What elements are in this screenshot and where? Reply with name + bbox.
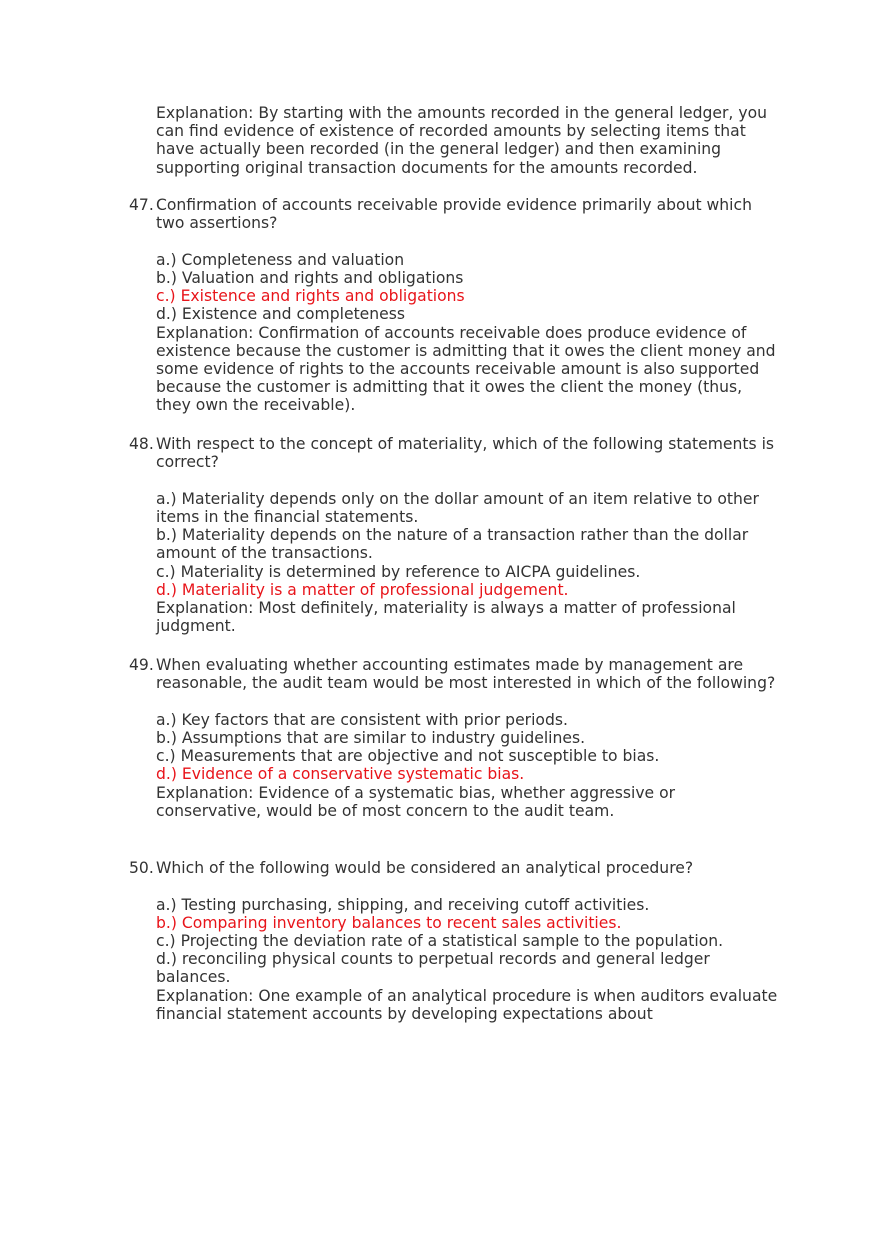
explanation-text: Explanation: Confirmation of accounts receivable does produce evidence of existence because the customer is admitting that it owes the client money and some evidence of rights to the accounts receivable amount is also supported because the customer is admitting that it owes the client the money (thus, they own the receivable).: [156, 323, 776, 415]
answer-option-b-correct: b.) Comparing inventory balances to recent sales activities.: [156, 913, 622, 932]
answer-option-b: b.) Assumptions that are similar to industry guidelines.: [156, 729, 586, 747]
answer-option-a: a.) Key factors that are consistent with prior periods.: [156, 710, 568, 729]
answer-option-a: a.) Materiality depends only on the dollar amount of an item relative to other items in the financial statements.: [156, 489, 759, 526]
question-text: Confirmation of accounts receivable provide evidence primarily about which two assertions?: [156, 196, 752, 233]
answer-option-d-correct: d.) Evidence of a conservative systematic bias.: [156, 765, 525, 784]
question-49: [129, 656, 779, 820]
question-text: With respect to the concept of materiality, which of the following statements is correct?: [156, 435, 775, 472]
answer-option-d-correct: d.) Materiality is a matter of professional judgement.: [156, 580, 569, 599]
question-text: When evaluating whether accounting estimates made by management are reasonable, the audit team would be most interested in which of the following?: [156, 656, 776, 693]
question-text: Which of the following would be considered an analytical procedure?: [156, 859, 694, 877]
answer-option-c-correct: c.) Existence and rights and obligations: [156, 287, 465, 306]
answer-option-d: d.) reconciling physical counts to perpetual records and general ledger balances.: [156, 950, 710, 987]
explanation-text: Explanation: One example of an analytical procedure is when auditors evaluate financial statement accounts by developing expectations about: [156, 986, 778, 1023]
question-48: [129, 435, 779, 635]
explanation-text: Explanation: Most definitely, materiality is always a matter of professional judgment.: [156, 599, 736, 636]
question-number: 48.: [129, 435, 154, 453]
explanation-text: Explanation: By starting with the amounts recorded in the general ledger, you can find evidence of existence of recorded amounts by selecting items that have actually been recorded (in the general ledger) and then examining supporting original transaction documents for the amounts recorded.: [156, 104, 767, 177]
answer-option-d: d.) Existence and completeness: [156, 305, 406, 324]
answer-option-c: c.) Measurements that are objective and not susceptible to bias.: [156, 747, 660, 766]
answer-option-a: a.) Completeness and valuation: [156, 250, 405, 269]
answer-options: [156, 711, 779, 820]
answer-option-c: c.) Materiality is determined by reference to AICPA guidelines.: [156, 562, 641, 581]
answer-options: [156, 896, 779, 1023]
answer-options: [156, 251, 779, 415]
answer-option-b: b.) Materiality depends on the nature of a transaction rather than the dollar amount of the transactions.: [156, 526, 749, 563]
answer-option-c: c.) Projecting the deviation rate of a statistical sample to the population.: [156, 932, 724, 950]
answer-option-b: b.) Valuation and rights and obligations: [156, 269, 464, 287]
question-number: 47.: [129, 196, 154, 214]
answer-options: [156, 490, 779, 636]
question-47: [129, 196, 779, 415]
intro-explanation: [156, 104, 781, 177]
answer-option-a: a.) Testing purchasing, shipping, and receiving cutoff activities.: [156, 895, 650, 914]
question-number: 50.: [129, 859, 154, 877]
question-50: [129, 859, 779, 1023]
question-number: 49.: [129, 656, 154, 674]
explanation-text: Explanation: Evidence of a systematic bias, whether aggressive or conservative, would be of most concern to the audit team.: [156, 783, 676, 820]
